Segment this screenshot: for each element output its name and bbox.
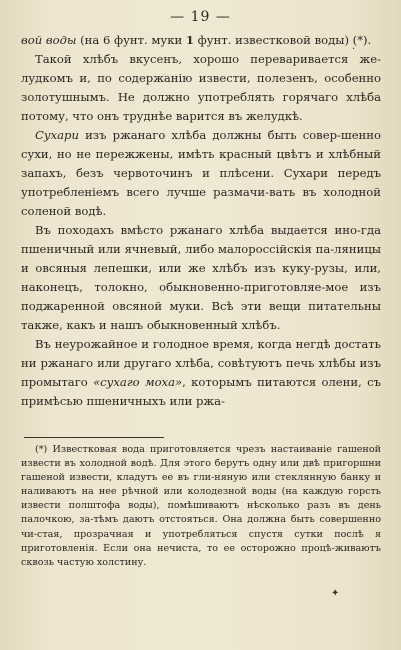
text-run: , которымъ питаются олени, съ примѣсью пшеничныхъ или ржа- [21, 375, 381, 408]
paragraph [21, 126, 381, 221]
print-speck: · [352, 44, 356, 55]
paragraph [21, 335, 381, 411]
paragraph [21, 31, 381, 50]
text-run: изъ ржанаго хлѣба должны быть совер-шенно сухи, но не пережжены, имѣть красный цвѣтъ и хлѣбный запахъ, безъ червоточинъ и плѣсени. Сухари передъ употребленіемъ всего лучше размачи-вать въ холодной соленой водѣ. [21, 128, 381, 218]
text-run: (на 6 фунт. муки [76, 33, 186, 47]
text-run: фунт. известковой воды) (*). [194, 33, 372, 47]
paragraph [21, 50, 381, 126]
italic-run: Сухари [35, 128, 79, 142]
paragraph [21, 221, 381, 335]
footnote-divider [24, 437, 164, 438]
footnote-text: (*) Известковая вода приготовляется чрезъ настаиваніе гашеной извести въ холодной водѣ. Для этого берутъ одну или двѣ пригоршни гашеной извести, кладутъ ее въ гли-няную или стеклянную банку и наливаютъ на нее рѣчной или колодезной воды (на каждую горсть извести полштофа воды), помѣшиваютъ нѣсколько разъ въ день палочкою, за-тѣмъ даютъ отстояться. Она должна быть совершенно чи-стая, прозрачная и употребляться спустя сутки послѣ я приготовленія. Если она нечиста, то ее осторожно процѣ-живаютъ сквозь частую холстину. [21, 444, 381, 568]
italic-run: «сухаго моха» [93, 375, 183, 389]
italic-run: вой воды [21, 33, 77, 47]
text-run: Такой хлѣбъ вкусенъ, хорошо переваривается же-лудкомъ и, по содержанію извести, полезенъ, особенно золотушнымъ. Не должно употреблять горячаго хлѣба потому, что онъ труднѣе варится въ желудкѣ. [21, 52, 381, 123]
print-mark: ✦ [331, 588, 340, 599]
main-text [21, 31, 381, 411]
page-number: — 19 — [170, 9, 231, 25]
bold-run: 1 [185, 33, 194, 47]
footnote [21, 443, 381, 570]
text-run: Въ походахъ вмѣсто ржанаго хлѣба выдается ино-гда пшеничный или ячневый, либо малороссійскія па-ляницы и овсяныя лепешки, или же хлѣбъ изъ куку-рузы, или, наконецъ, толокно, обыкновенно-приготовляе-мое изъ поджаренной овсяной муки. Всѣ эти вещи питательны также, какъ и нашъ обыкновенный хлѣбъ. [21, 223, 381, 332]
text-run: Въ неурожайное и голодное время, когда негдѣ достать ни ржанаго или другаго хлѣба, совѣтуютъ печь хлѣбы изъ промытаго [21, 337, 381, 389]
